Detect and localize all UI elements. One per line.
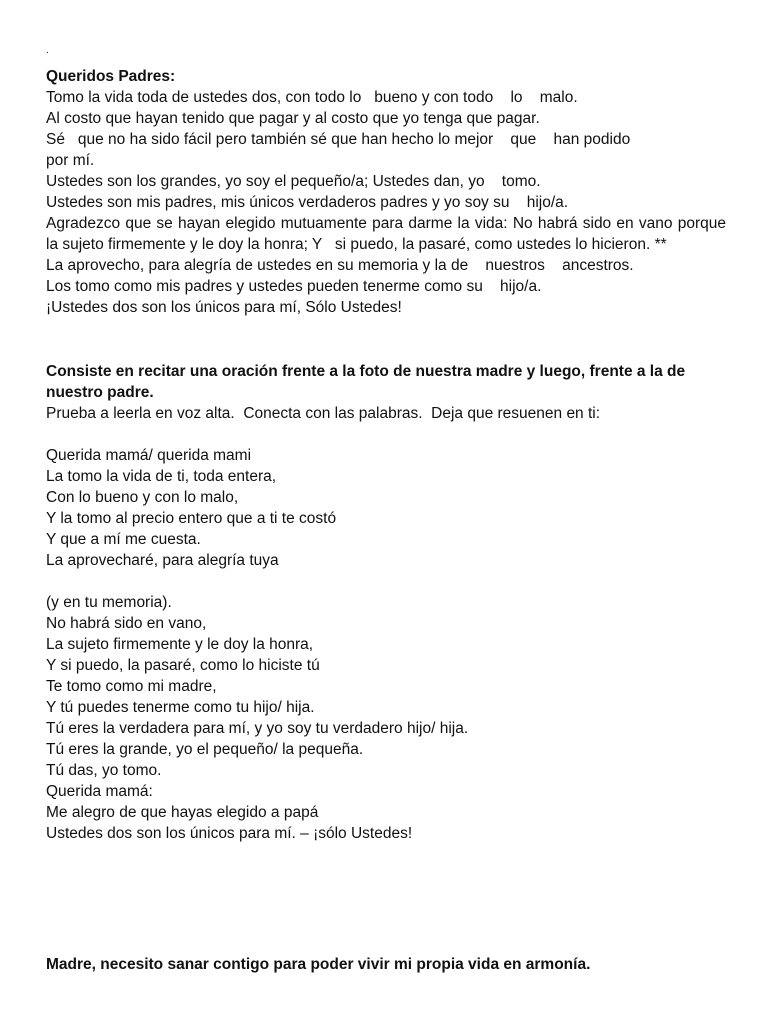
letter-line: ¡Ustedes dos son los únicos para mí, Sólo Ustedes! [46, 299, 402, 316]
prayer-line: Y si puedo, la pasaré, como lo hiciste tú [46, 657, 320, 674]
letter-line: Sé que no ha sido fácil pero también sé que han hecho lo mejor que han podido [46, 131, 631, 148]
letter-section [46, 66, 731, 318]
prayer-line: Querida mamá/ querida mami [46, 447, 252, 464]
prayer-line: Y que a mí me cuesta. [46, 531, 201, 548]
letter-title: Queridos Padres: [46, 68, 176, 85]
letter-line: por mí. [46, 152, 95, 169]
letter-line: Tomo la vida toda de ustedes dos, con todo lo bueno y con todo lo malo. [46, 89, 578, 106]
letter-line: La aprovecho, para alegría de ustedes en su memoria y la de nuestros ancestros. [46, 257, 634, 274]
prayer-line: Tú eres la grande, yo el pequeño/ la pequeña. [46, 741, 364, 758]
prayer-line: No habrá sido en vano, [46, 615, 207, 632]
prayer-line: Y la tomo al precio entero que a ti te costó [46, 510, 337, 527]
letter-line: Al costo que hayan tenido que pagar y al costo que yo tenga que pagar. [46, 110, 540, 127]
prayer-stanza-1 [46, 445, 726, 571]
prayer-line: La aprovecharé, para alegría tuya [46, 552, 279, 569]
prayer-line: Me alegro de que hayas elegido a papá [46, 804, 319, 821]
prayer-line: Tú eres la verdadera para mí, y yo soy tu verdadero hijo/ hija. [46, 720, 469, 737]
closing-section [46, 954, 726, 975]
prayer-stanza-2 [46, 592, 726, 844]
prayer-line: Tú das, yo tomo. [46, 762, 162, 779]
letter-line: Ustedes son los grandes, yo soy el pequeño/a; Ustedes dan, yo tomo. [46, 173, 541, 190]
prayer-line: Con lo bueno y con lo malo, [46, 489, 239, 506]
letter-line: Ustedes son mis padres, mis únicos verdaderos padres y yo soy su hijo/a. [46, 194, 569, 211]
letter-paragraph-justified: Agradezco que se hayan elegido mutuamente para darme la vida: No habrá sido en vano porque la sujeto firmemente y le doy la honra; Y si puedo, la pasaré, como ustedes lo hicieron. ** [46, 215, 731, 253]
prayer-line: La tomo la vida de ti, toda entera, [46, 468, 277, 485]
letter-line: Los tomo como mis padres y ustedes pueden tenerme como su hijo/a. [46, 278, 542, 295]
prayer-line: Querida mamá: [46, 783, 153, 800]
prayer-line: La sujeto firmemente y le doy la honra, [46, 636, 314, 653]
section-heading: Consiste en recitar una oración frente a la foto de nuestra madre y luego, frente a la de nuestro padre. [46, 363, 686, 401]
prayer-line: (y en tu memoria). [46, 594, 172, 611]
closing-statement: Madre, necesito sanar contigo para poder vivir mi propia vida en armonía. [46, 956, 591, 973]
instruction-section [46, 361, 726, 424]
stray-mark: . [46, 45, 49, 56]
instruction-text: Prueba a leerla en voz alta. Conecta con las palabras. Deja que resuenen en ti: [46, 405, 601, 422]
prayer-line: Ustedes dos son los únicos para mí. – ¡sólo Ustedes! [46, 825, 413, 842]
prayer-line: Te tomo como mi madre, [46, 678, 217, 695]
prayer-line: Y tú puedes tenerme como tu hijo/ hija. [46, 699, 315, 716]
